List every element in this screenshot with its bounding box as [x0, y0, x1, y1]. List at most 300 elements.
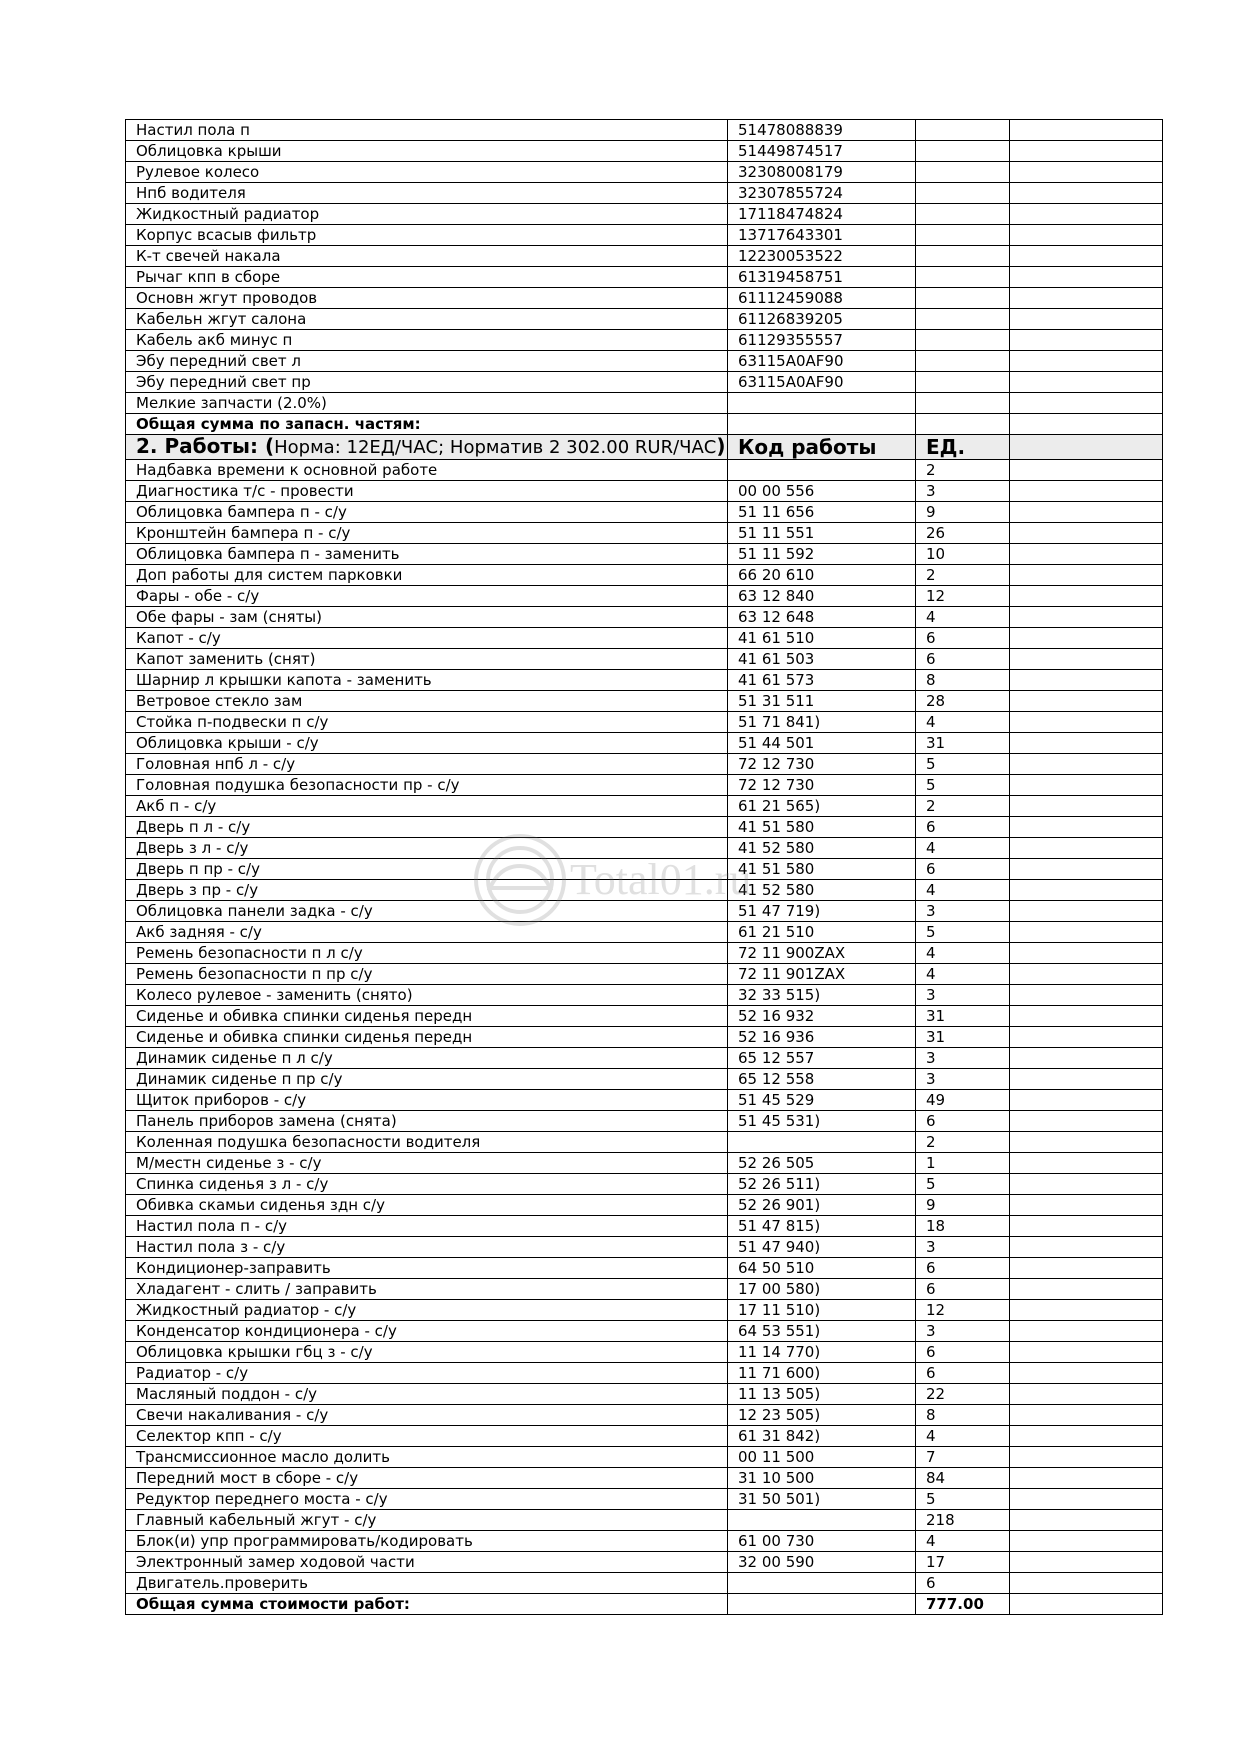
work-name-cell: Щиток приборов - с/у — [126, 1090, 728, 1111]
part-name-cell: Настил пола п — [126, 120, 728, 141]
work-name-cell: Дверь п л - с/у — [126, 817, 728, 838]
work-code-cell: 51 11 656 — [728, 502, 916, 523]
part-name-cell: Эбу передний свет л — [126, 351, 728, 372]
parts-total-code-cell — [728, 414, 916, 435]
work-code-cell: 61 21 565) — [728, 796, 916, 817]
work-units-cell: 12 — [916, 1300, 1010, 1321]
works-row — [126, 964, 1163, 985]
work-units-cell: 4 — [916, 712, 1010, 733]
work-units-cell: 4 — [916, 1531, 1010, 1552]
part-code-cell: 12230053522 — [728, 246, 916, 267]
work-amount-cell — [1010, 1468, 1163, 1489]
work-code-cell: 52 26 505 — [728, 1153, 916, 1174]
works-row — [126, 670, 1163, 691]
part-units-cell — [916, 288, 1010, 309]
works-row — [126, 1447, 1163, 1468]
work-name-cell: Обивка скамьи сиденья здн с/у — [126, 1195, 728, 1216]
part-code-cell: 61112459088 — [728, 288, 916, 309]
work-amount-cell — [1010, 922, 1163, 943]
part-name-cell: Кабель акб минус п — [126, 330, 728, 351]
work-name-cell: Кондиционер-заправить — [126, 1258, 728, 1279]
work-code-cell: 11 71 600) — [728, 1363, 916, 1384]
work-units-cell: 7 — [916, 1447, 1010, 1468]
work-name-cell: Передний мост в сборе - с/у — [126, 1468, 728, 1489]
work-amount-cell — [1010, 1153, 1163, 1174]
part-amount-cell — [1010, 393, 1163, 414]
work-units-cell: 3 — [916, 901, 1010, 922]
work-code-cell: 51 47 940) — [728, 1237, 916, 1258]
work-units-cell: 6 — [916, 1573, 1010, 1594]
work-name-cell: Трансмиссионное масло долить — [126, 1447, 728, 1468]
parts-row — [126, 225, 1163, 246]
work-units-cell: 26 — [916, 523, 1010, 544]
part-amount-cell — [1010, 225, 1163, 246]
work-amount-cell — [1010, 1573, 1163, 1594]
parts-row — [126, 162, 1163, 183]
work-code-cell: 61 00 730 — [728, 1531, 916, 1552]
works-row — [126, 985, 1163, 1006]
parts-total-units-cell — [916, 414, 1010, 435]
work-code-cell: 65 12 558 — [728, 1069, 916, 1090]
part-amount-cell — [1010, 120, 1163, 141]
work-code-cell: 64 53 551) — [728, 1321, 916, 1342]
work-amount-cell — [1010, 1405, 1163, 1426]
work-amount-cell — [1010, 1531, 1163, 1552]
work-name-cell: Сиденье и обивка спинки сиденья передн — [126, 1027, 728, 1048]
works-row — [126, 1006, 1163, 1027]
works-row — [126, 1510, 1163, 1531]
works-row — [126, 943, 1163, 964]
works-row — [126, 1342, 1163, 1363]
work-name-cell: Ветровое стекло зам — [126, 691, 728, 712]
part-units-cell — [916, 141, 1010, 162]
part-amount-cell — [1010, 183, 1163, 204]
work-units-cell: 2 — [916, 796, 1010, 817]
work-name-cell: Свечи накаливания - с/у — [126, 1405, 728, 1426]
work-units-cell: 3 — [916, 1048, 1010, 1069]
works-row — [126, 544, 1163, 565]
part-code-cell: 61126839205 — [728, 309, 916, 330]
work-units-cell: 4 — [916, 1426, 1010, 1447]
work-code-cell: 11 14 770) — [728, 1342, 916, 1363]
works-row — [126, 838, 1163, 859]
work-code-cell: 65 12 557 — [728, 1048, 916, 1069]
parts-row — [126, 288, 1163, 309]
work-name-cell: Акб п - с/у — [126, 796, 728, 817]
work-amount-cell — [1010, 943, 1163, 964]
work-code-cell: 51 47 815) — [728, 1216, 916, 1237]
parts-row — [126, 309, 1163, 330]
work-code-column-header: Код работы — [728, 435, 916, 460]
parts-total-row — [126, 414, 1163, 435]
part-code-cell: 17118474824 — [728, 204, 916, 225]
part-code-cell: 32308008179 — [728, 162, 916, 183]
work-name-cell: Редуктор переднего моста - с/у — [126, 1489, 728, 1510]
work-code-cell: 72 12 730 — [728, 754, 916, 775]
watermark-text: Total01.ru — [570, 855, 752, 904]
parts-row — [126, 393, 1163, 414]
works-row — [126, 1468, 1163, 1489]
part-code-cell: 63115A0AF90 — [728, 351, 916, 372]
part-amount-cell — [1010, 204, 1163, 225]
work-units-cell: 3 — [916, 481, 1010, 502]
works-row — [126, 1132, 1163, 1153]
works-title-title-close: ) — [716, 434, 726, 458]
work-units-cell: 5 — [916, 1489, 1010, 1510]
works-row — [126, 712, 1163, 733]
work-amount-cell — [1010, 1279, 1163, 1300]
work-name-cell: Электронный замер ходовой части — [126, 1552, 728, 1573]
work-name-cell: Обе фары - зам (сняты) — [126, 607, 728, 628]
work-code-cell: 66 20 610 — [728, 565, 916, 586]
part-name-cell: Основн жгут проводов — [126, 288, 728, 309]
work-amount-cell — [1010, 1300, 1163, 1321]
work-amount-cell — [1010, 712, 1163, 733]
work-code-cell: 41 51 580 — [728, 817, 916, 838]
part-units-cell — [916, 393, 1010, 414]
work-name-cell: Масляный поддон - с/у — [126, 1384, 728, 1405]
work-amount-cell — [1010, 817, 1163, 838]
work-name-cell: Стойка п-подвески п с/у — [126, 712, 728, 733]
works-row — [126, 1489, 1163, 1510]
work-amount-cell — [1010, 733, 1163, 754]
works-row — [126, 922, 1163, 943]
works-section-title — [126, 435, 728, 460]
work-code-cell — [728, 1573, 916, 1594]
works-row — [126, 1573, 1163, 1594]
works-title-title-norm: Норма: 12ЕД/ЧАС; Норматив 2 302.00 RUR/ЧАС — [274, 437, 717, 458]
part-units-cell — [916, 204, 1010, 225]
part-units-cell — [916, 309, 1010, 330]
work-units-cell: 84 — [916, 1468, 1010, 1489]
part-amount-cell — [1010, 246, 1163, 267]
work-units-cell: 4 — [916, 880, 1010, 901]
work-code-cell: 51 11 551 — [728, 523, 916, 544]
work-name-cell: Настил пола п - с/у — [126, 1216, 728, 1237]
work-amount-cell — [1010, 1447, 1163, 1468]
work-code-cell: 72 12 730 — [728, 775, 916, 796]
work-name-cell: Динамик сиденье п л с/у — [126, 1048, 728, 1069]
work-name-cell: Капот - с/у — [126, 628, 728, 649]
work-code-cell: 64 50 510 — [728, 1258, 916, 1279]
estimate-table — [125, 119, 1163, 1615]
works-row — [126, 1153, 1163, 1174]
works-total-code-cell — [728, 1594, 916, 1615]
work-code-cell: 51 47 719) — [728, 901, 916, 922]
works-row — [126, 880, 1163, 901]
work-name-cell: Динамик сиденье п пр с/у — [126, 1069, 728, 1090]
work-name-cell: Доп работы для систем парковки — [126, 565, 728, 586]
works-row — [126, 1552, 1163, 1573]
part-units-cell — [916, 330, 1010, 351]
work-amount-cell — [1010, 1342, 1163, 1363]
work-amount-cell — [1010, 502, 1163, 523]
works-row — [126, 1090, 1163, 1111]
work-units-cell: 4 — [916, 943, 1010, 964]
work-name-cell: Облицовка бампера п - заменить — [126, 544, 728, 565]
work-units-cell: 6 — [916, 649, 1010, 670]
work-units-cell: 4 — [916, 838, 1010, 859]
work-name-cell: Надбавка времени к основной работе — [126, 460, 728, 481]
work-code-cell: 32 00 590 — [728, 1552, 916, 1573]
works-row — [126, 1363, 1163, 1384]
work-units-cell: 5 — [916, 922, 1010, 943]
work-code-cell: 32 33 515) — [728, 985, 916, 1006]
work-amount-cell — [1010, 754, 1163, 775]
work-name-cell: Головная нпб л - с/у — [126, 754, 728, 775]
part-name-cell: Рычаг кпп в сборе — [126, 267, 728, 288]
work-units-cell: 18 — [916, 1216, 1010, 1237]
work-units-cell: 12 — [916, 586, 1010, 607]
parts-total-amount-cell — [1010, 414, 1163, 435]
work-units-cell: 2 — [916, 1132, 1010, 1153]
work-name-cell: Головная подушка безопасности пр - с/у — [126, 775, 728, 796]
work-units-cell: 3 — [916, 1321, 1010, 1342]
part-code-cell: 63115A0AF90 — [728, 372, 916, 393]
work-name-cell: Диагностика т/с - провести — [126, 481, 728, 502]
work-amount-cell — [1010, 1510, 1163, 1531]
work-name-cell: Шарнир л крышки капота - заменить — [126, 670, 728, 691]
works-row — [126, 1405, 1163, 1426]
work-code-cell: 63 12 648 — [728, 607, 916, 628]
work-amount-cell — [1010, 1237, 1163, 1258]
work-amount-cell — [1010, 649, 1163, 670]
works-row — [126, 586, 1163, 607]
part-name-cell: Жидкостный радиатор — [126, 204, 728, 225]
work-name-cell: Облицовка бампера п - с/у — [126, 502, 728, 523]
work-code-cell: 72 11 900ZAX — [728, 943, 916, 964]
work-code-cell: 52 26 901) — [728, 1195, 916, 1216]
works-header-row — [126, 435, 1163, 460]
part-amount-cell — [1010, 330, 1163, 351]
part-name-cell: К-т свечей накала — [126, 246, 728, 267]
works-row — [126, 691, 1163, 712]
parts-row — [126, 246, 1163, 267]
works-row — [126, 628, 1163, 649]
work-code-cell: 41 61 510 — [728, 628, 916, 649]
part-name-cell: Рулевое колесо — [126, 162, 728, 183]
works-row — [126, 1300, 1163, 1321]
works-row — [126, 565, 1163, 586]
work-units-cell: 5 — [916, 754, 1010, 775]
work-amount-cell — [1010, 1321, 1163, 1342]
works-total-value: 777.00 — [916, 1594, 1010, 1615]
work-amount-cell — [1010, 607, 1163, 628]
work-units-cell: 2 — [916, 460, 1010, 481]
work-units-cell: 5 — [916, 775, 1010, 796]
work-amount-cell — [1010, 670, 1163, 691]
work-amount-cell — [1010, 1258, 1163, 1279]
units-column-header: ЕД. — [916, 435, 1010, 460]
work-amount-cell — [1010, 691, 1163, 712]
works-row — [126, 1216, 1163, 1237]
works-row — [126, 523, 1163, 544]
works-row — [126, 1174, 1163, 1195]
work-units-cell: 9 — [916, 502, 1010, 523]
works-total-label: Общая сумма стоимости работ: — [126, 1594, 728, 1615]
part-name-cell: Облицовка крыши — [126, 141, 728, 162]
work-amount-cell — [1010, 1090, 1163, 1111]
work-code-cell: 00 11 500 — [728, 1447, 916, 1468]
work-amount-cell — [1010, 985, 1163, 1006]
work-amount-cell — [1010, 1069, 1163, 1090]
work-amount-cell — [1010, 1048, 1163, 1069]
work-code-cell: 41 61 503 — [728, 649, 916, 670]
part-code-cell: 61319458751 — [728, 267, 916, 288]
work-units-cell: 6 — [916, 1342, 1010, 1363]
part-amount-cell — [1010, 288, 1163, 309]
part-units-cell — [916, 372, 1010, 393]
works-row — [126, 754, 1163, 775]
work-name-cell: Радиатор - с/у — [126, 1363, 728, 1384]
work-name-cell: Кронштейн бампера п - с/у — [126, 523, 728, 544]
work-name-cell: М/местн сиденье з - с/у — [126, 1153, 728, 1174]
work-name-cell: Облицовка крышки гбц з - с/у — [126, 1342, 728, 1363]
part-name-cell: Кабельн жгут салона — [126, 309, 728, 330]
work-amount-cell — [1010, 1174, 1163, 1195]
work-units-cell: 3 — [916, 1069, 1010, 1090]
works-row — [126, 1027, 1163, 1048]
work-code-cell: 51 31 511 — [728, 691, 916, 712]
works-row — [126, 859, 1163, 880]
works-row — [126, 1321, 1163, 1342]
work-name-cell: Двигатель.проверить — [126, 1573, 728, 1594]
work-name-cell: Спинка сиденья з л - с/у — [126, 1174, 728, 1195]
works-row — [126, 460, 1163, 481]
work-name-cell: Ремень безопасности п л с/у — [126, 943, 728, 964]
part-amount-cell — [1010, 267, 1163, 288]
works-row — [126, 775, 1163, 796]
work-units-cell: 2 — [916, 565, 1010, 586]
work-amount-cell — [1010, 628, 1163, 649]
work-amount-cell — [1010, 1111, 1163, 1132]
work-amount-cell — [1010, 1384, 1163, 1405]
work-units-cell: 218 — [916, 1510, 1010, 1531]
part-amount-cell — [1010, 309, 1163, 330]
works-row — [126, 1237, 1163, 1258]
work-code-cell: 00 00 556 — [728, 481, 916, 502]
parts-row — [126, 372, 1163, 393]
works-row — [126, 1048, 1163, 1069]
work-code-cell: 72 11 901ZAX — [728, 964, 916, 985]
part-amount-cell — [1010, 141, 1163, 162]
work-units-cell: 6 — [916, 628, 1010, 649]
work-name-cell: Колесо рулевое - заменить (снято) — [126, 985, 728, 1006]
part-code-cell: 32307855724 — [728, 183, 916, 204]
work-code-cell: 41 52 580 — [728, 838, 916, 859]
work-code-cell: 51 45 529 — [728, 1090, 916, 1111]
works-row — [126, 901, 1163, 922]
works-row — [126, 1069, 1163, 1090]
works-row — [126, 1258, 1163, 1279]
work-name-cell: Дверь з пр - с/у — [126, 880, 728, 901]
part-amount-cell — [1010, 372, 1163, 393]
work-amount-cell — [1010, 1027, 1163, 1048]
work-units-cell: 8 — [916, 670, 1010, 691]
work-name-cell: Панель приборов замена (снята) — [126, 1111, 728, 1132]
work-units-cell: 31 — [916, 1027, 1010, 1048]
work-amount-cell — [1010, 1195, 1163, 1216]
work-amount-cell — [1010, 1363, 1163, 1384]
part-units-cell — [916, 120, 1010, 141]
work-name-cell: Коленная подушка безопасности водителя — [126, 1132, 728, 1153]
work-amount-cell — [1010, 1216, 1163, 1237]
work-code-cell: 63 12 840 — [728, 586, 916, 607]
work-amount-cell — [1010, 586, 1163, 607]
part-name-cell: Корпус всасыв фильтр — [126, 225, 728, 246]
part-units-cell — [916, 246, 1010, 267]
work-code-cell: 51 11 592 — [728, 544, 916, 565]
work-code-cell: 51 71 841) — [728, 712, 916, 733]
work-amount-cell — [1010, 796, 1163, 817]
work-amount-cell — [1010, 544, 1163, 565]
work-amount-cell — [1010, 880, 1163, 901]
work-name-cell: Облицовка крыши - с/у — [126, 733, 728, 754]
work-name-cell: Ремень безопасности п пр с/у — [126, 964, 728, 985]
work-units-cell: 4 — [916, 607, 1010, 628]
work-units-cell: 6 — [916, 817, 1010, 838]
work-amount-cell — [1010, 1552, 1163, 1573]
part-code-cell: 61129355557 — [728, 330, 916, 351]
work-units-cell: 28 — [916, 691, 1010, 712]
work-name-cell: Блок(и) упр программировать/кодировать — [126, 1531, 728, 1552]
work-code-cell: 51 44 501 — [728, 733, 916, 754]
work-code-cell: 17 11 510) — [728, 1300, 916, 1321]
work-code-cell — [728, 1510, 916, 1531]
work-units-cell: 8 — [916, 1405, 1010, 1426]
works-row — [126, 649, 1163, 670]
part-code-cell: 51449874517 — [728, 141, 916, 162]
works-row — [126, 1111, 1163, 1132]
works-row — [126, 796, 1163, 817]
work-amount-cell — [1010, 523, 1163, 544]
part-name-cell: Нпб водителя — [126, 183, 728, 204]
work-units-cell: 9 — [916, 1195, 1010, 1216]
works-row — [126, 1279, 1163, 1300]
work-name-cell: Дверь з л - с/у — [126, 838, 728, 859]
works-row — [126, 733, 1163, 754]
work-amount-cell — [1010, 775, 1163, 796]
work-code-cell: 31 50 501) — [728, 1489, 916, 1510]
works-row — [126, 1426, 1163, 1447]
works-row — [126, 817, 1163, 838]
work-name-cell: Сиденье и обивка спинки сиденья передн — [126, 1006, 728, 1027]
parts-row — [126, 351, 1163, 372]
work-code-cell: 52 16 932 — [728, 1006, 916, 1027]
part-name-cell: Эбу передний свет пр — [126, 372, 728, 393]
part-code-cell — [728, 393, 916, 414]
work-units-cell: 6 — [916, 1111, 1010, 1132]
work-name-cell: Конденсатор кондиционера - с/у — [126, 1321, 728, 1342]
parts-row — [126, 120, 1163, 141]
part-units-cell — [916, 183, 1010, 204]
work-units-cell: 1 — [916, 1153, 1010, 1174]
work-units-cell: 17 — [916, 1552, 1010, 1573]
work-units-cell: 6 — [916, 1279, 1010, 1300]
work-units-cell: 5 — [916, 1174, 1010, 1195]
works-row — [126, 481, 1163, 502]
work-name-cell: Жидкостный радиатор - с/у — [126, 1300, 728, 1321]
work-name-cell: Фары - обе - с/у — [126, 586, 728, 607]
work-code-cell: 11 13 505) — [728, 1384, 916, 1405]
work-code-cell: 41 51 580 — [728, 859, 916, 880]
works-header-empty-cell — [1010, 435, 1163, 460]
work-amount-cell — [1010, 1426, 1163, 1447]
parts-row — [126, 204, 1163, 225]
work-name-cell: Селектор кпп - с/у — [126, 1426, 728, 1447]
part-code-cell: 13717643301 — [728, 225, 916, 246]
work-amount-cell — [1010, 838, 1163, 859]
